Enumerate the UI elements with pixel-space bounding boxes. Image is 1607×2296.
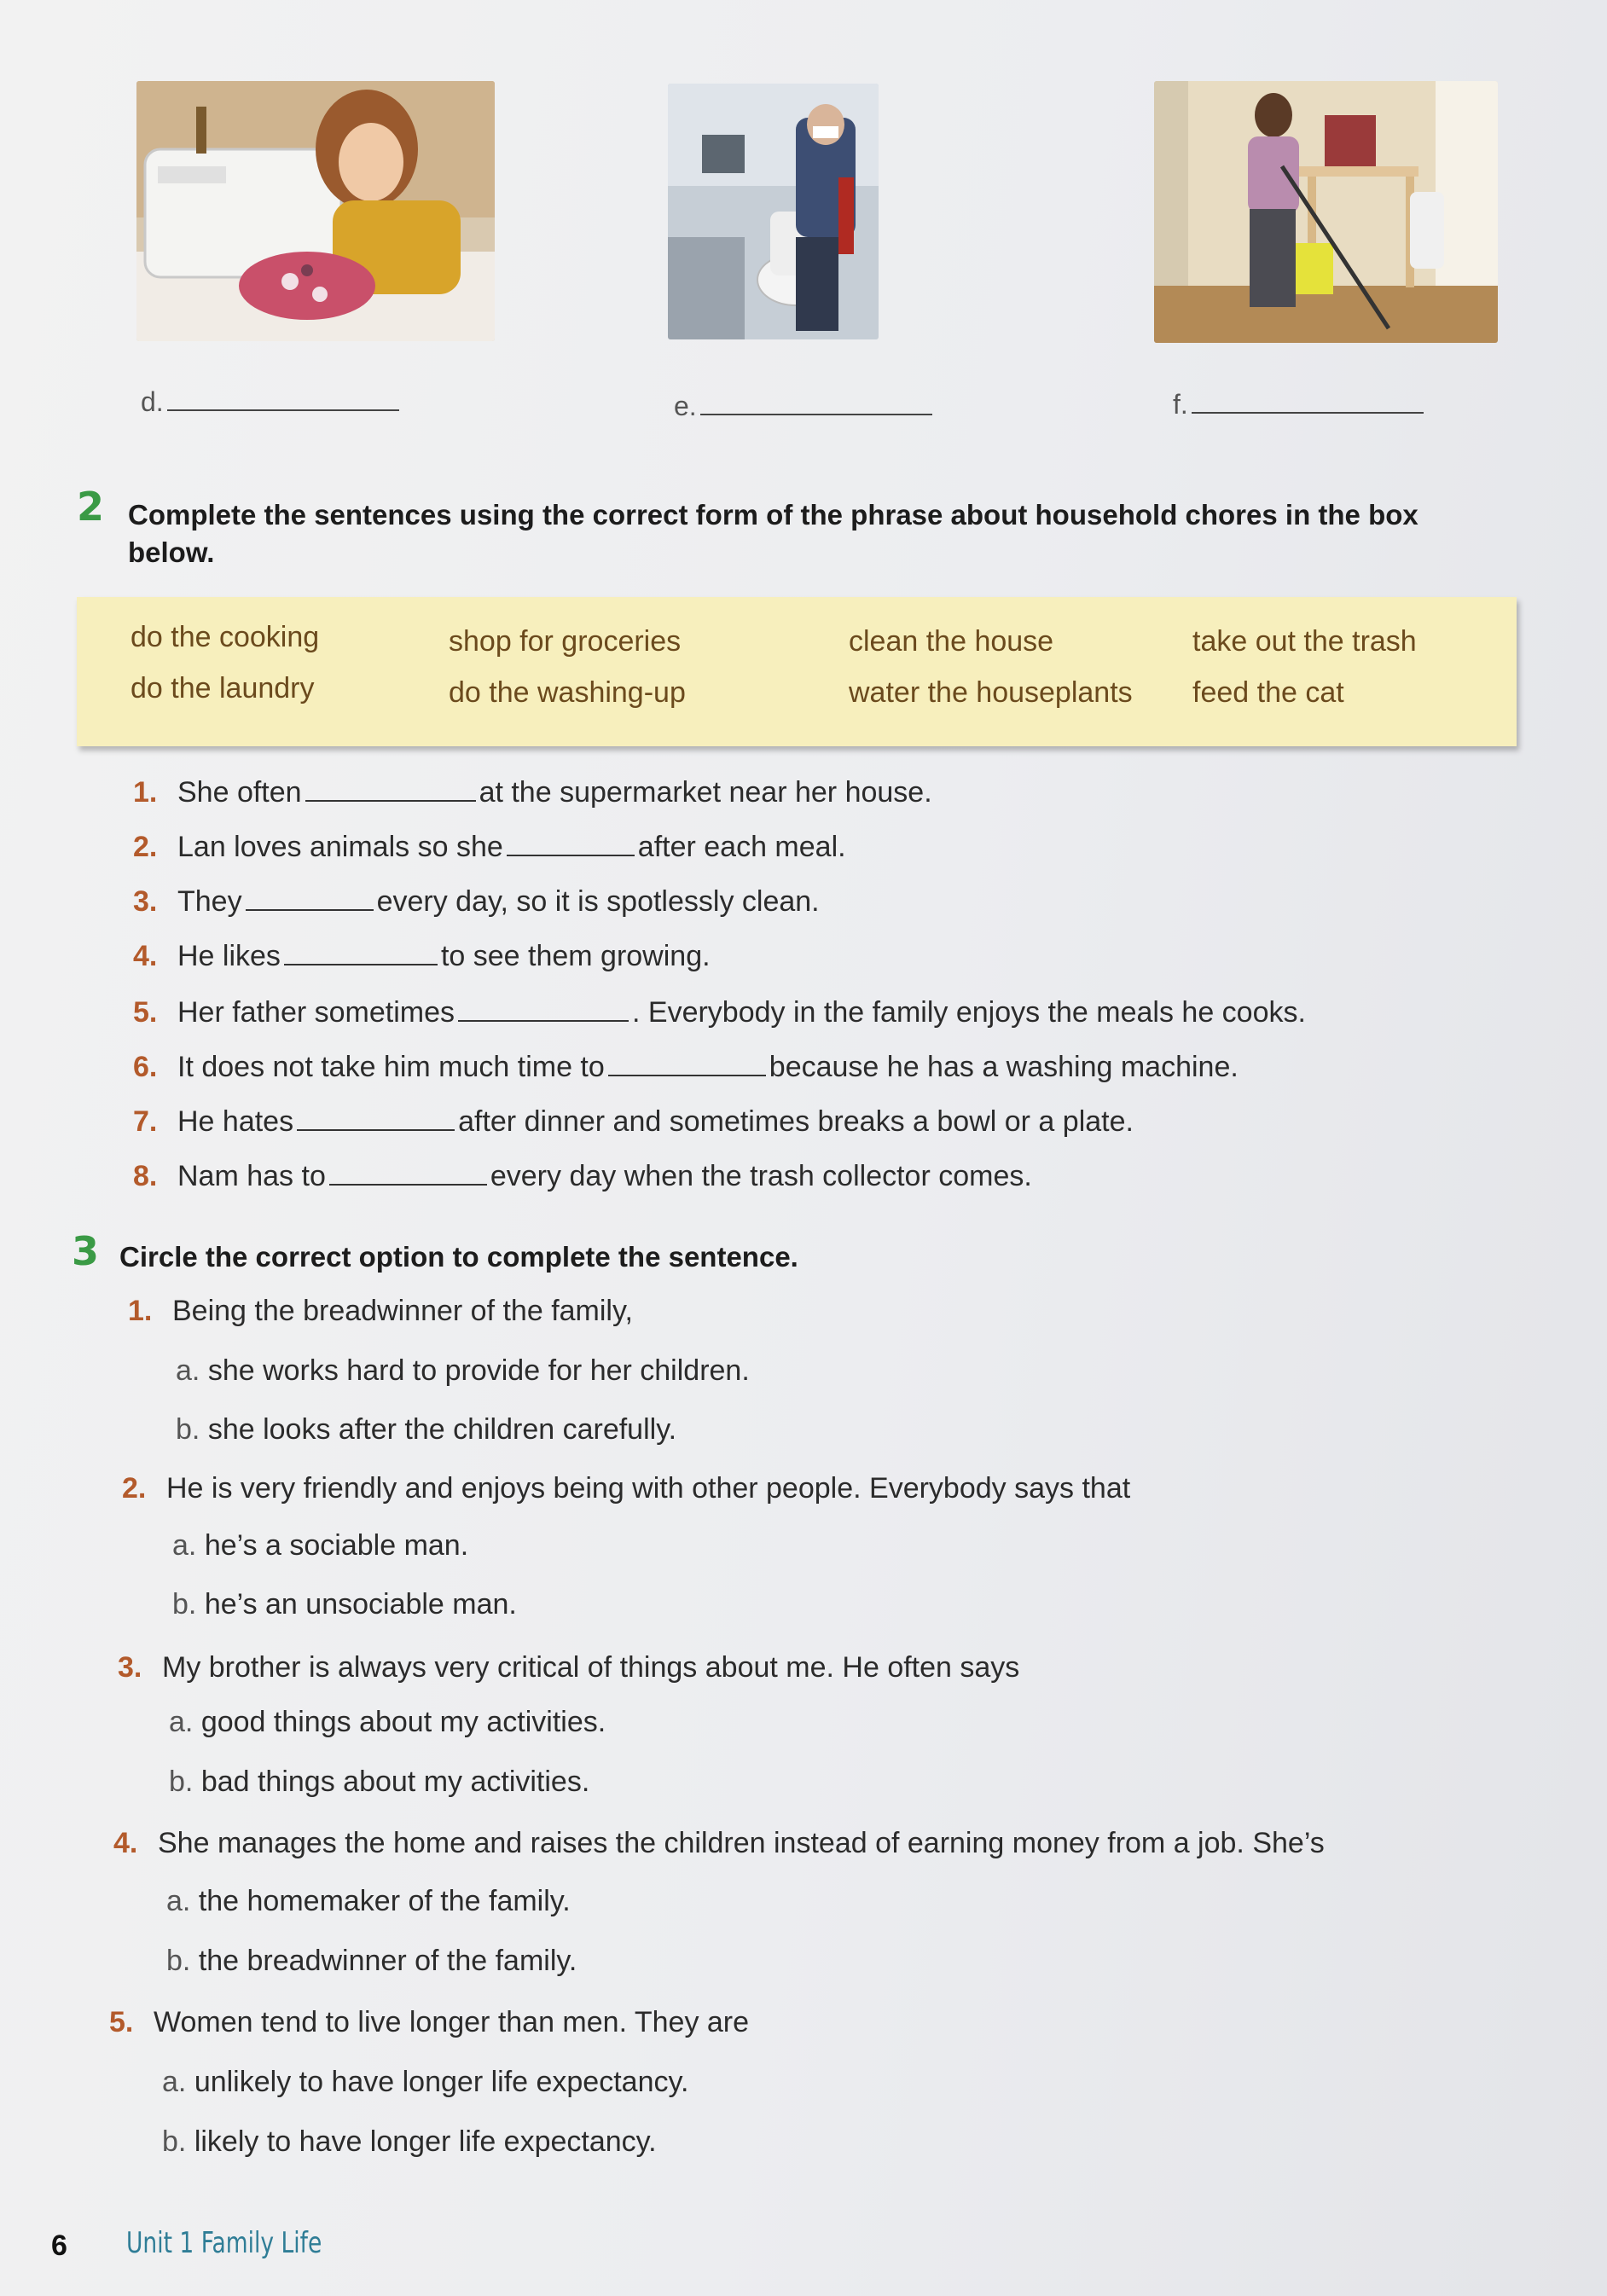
exercise-2-number: 2 <box>77 484 105 530</box>
option-text: likely to have longer life expectancy. <box>194 2125 657 2158</box>
word-do-the-laundry: do the laundry <box>131 672 315 704</box>
question-2 <box>122 1472 1130 1505</box>
option-text: she works hard to provide for her children. <box>207 1354 750 1387</box>
question-1 <box>128 1295 633 1328</box>
answer-label-f: f. <box>1173 389 1188 420</box>
question-4-option-b[interactable] <box>166 1945 577 1978</box>
question-4-option-a[interactable] <box>166 1885 571 1918</box>
answer-blank-f[interactable] <box>1192 388 1424 414</box>
answer-blank-d[interactable] <box>167 386 399 411</box>
sentence-number: 5. <box>133 996 158 1029</box>
sentence-7 <box>133 1104 1134 1139</box>
question-stem: My brother is always very critical of things about me. He often says <box>162 1651 1020 1684</box>
question-number: 4. <box>113 1827 138 1859</box>
question-number: 1. <box>128 1295 153 1327</box>
question-3-option-a[interactable] <box>169 1706 606 1739</box>
sentence-number: 3. <box>133 885 158 918</box>
sentence-text-after: after dinner and sometimes breaks a bowl or a plate. <box>458 1105 1134 1138</box>
question-1-option-a[interactable] <box>176 1354 750 1388</box>
sentence-text-before: He hates <box>177 1105 294 1138</box>
question-stem: Women tend to live longer than men. They are <box>154 2006 750 2038</box>
sentence-number: 2. <box>133 831 158 863</box>
sentence-blank[interactable] <box>305 774 476 802</box>
sentence-text-after: every day when the trash collector comes. <box>490 1160 1032 1192</box>
question-5-option-b[interactable] <box>162 2125 657 2159</box>
mopping-image <box>1154 81 1498 343</box>
sentence-6 <box>133 1049 1239 1084</box>
sentence-blank[interactable] <box>246 884 374 911</box>
sentence-8 <box>133 1158 1032 1193</box>
question-2-option-b[interactable] <box>172 1588 517 1621</box>
sentence-number: 7. <box>133 1105 158 1138</box>
option-letter: a. <box>169 1706 201 1738</box>
question-5 <box>109 2006 749 2039</box>
sentence-number: 4. <box>133 940 158 972</box>
sentence-2 <box>133 829 846 864</box>
sentence-3 <box>133 884 820 919</box>
question-number: 5. <box>109 2006 134 2038</box>
sentence-text-after: because he has a washing machine. <box>769 1051 1239 1083</box>
question-number: 2. <box>122 1472 147 1505</box>
question-1-option-b[interactable] <box>176 1413 676 1447</box>
sentence-text-after: . Everybody in the family enjoys the meals he cooks. <box>632 996 1306 1029</box>
question-3 <box>118 1651 1019 1684</box>
option-letter: a. <box>162 2066 194 2098</box>
sentence-4 <box>133 938 711 973</box>
option-text: he’s a sociable man. <box>204 1529 469 1562</box>
word-clean-the-house: clean the house <box>849 625 1054 658</box>
question-stem: Being the breadwinner of the family, <box>172 1295 633 1327</box>
option-letter: b. <box>162 2125 194 2158</box>
option-text: she looks after the children carefully. <box>207 1413 677 1446</box>
word-box <box>77 597 1517 746</box>
exercise-3-number: 3 <box>72 1228 100 1274</box>
question-number: 3. <box>118 1651 142 1684</box>
page-number: 6 <box>51 2229 67 2262</box>
option-letter: b. <box>172 1588 205 1621</box>
option-text: unlikely to have longer life expectancy. <box>194 2066 689 2098</box>
question-2-option-a[interactable] <box>172 1529 468 1563</box>
sentence-text-before: Lan loves animals so she <box>177 831 503 863</box>
sewing-image <box>136 81 495 341</box>
sentence-text-before: Her father sometimes <box>177 996 455 1029</box>
word-shop-for-groceries: shop for groceries <box>449 625 682 658</box>
sentence-text-after: at the supermarket near her house. <box>479 776 932 809</box>
option-text: he’s an unsociable man. <box>204 1588 517 1621</box>
answer-label-e: e. <box>674 391 697 421</box>
option-letter: a. <box>166 1885 199 1917</box>
word-do-the-washing-up: do the washing-up <box>449 676 686 709</box>
word-do-the-cooking: do the cooking <box>131 621 320 653</box>
option-letter: b. <box>166 1945 199 1977</box>
sentence-text-after: every day, so it is spotlessly clean. <box>376 885 820 918</box>
answer-blank-e[interactable] <box>700 390 932 415</box>
option-text: the homemaker of the family. <box>198 1885 571 1917</box>
word-water-the-houseplants: water the houseplants <box>849 676 1133 709</box>
sentence-text-before: He likes <box>177 940 281 972</box>
question-4 <box>113 1827 1325 1860</box>
answer-line-e <box>674 390 932 422</box>
sentence-blank[interactable] <box>284 938 438 965</box>
option-letter: a. <box>172 1529 205 1562</box>
unit-title: Unit 1 Family Life <box>126 2226 322 2260</box>
question-stem: She manages the home and raises the children instead of earning money from a job. She’s <box>158 1827 1325 1859</box>
option-text: the breadwinner of the family. <box>198 1945 577 1977</box>
option-letter: a. <box>176 1354 208 1387</box>
answer-line-f <box>1173 388 1424 420</box>
sentence-text-after: after each meal. <box>637 831 846 863</box>
sentence-text-before: Nam has to <box>177 1160 326 1192</box>
sentence-blank[interactable] <box>329 1158 487 1186</box>
sentence-blank[interactable] <box>458 994 629 1022</box>
photo-sewing <box>136 81 495 341</box>
sentence-number: 6. <box>133 1051 158 1083</box>
photo-cleaning-toilet <box>668 84 879 339</box>
sentence-text-before: It does not take him much time to <box>177 1051 605 1083</box>
word-feed-the-cat: feed the cat <box>1192 676 1344 709</box>
question-5-option-a[interactable] <box>162 2066 688 2099</box>
sentence-blank[interactable] <box>297 1104 455 1131</box>
option-letter: b. <box>176 1413 208 1446</box>
option-letter: b. <box>169 1765 201 1798</box>
sentence-text-before: They <box>177 885 242 918</box>
photo-mopping <box>1154 81 1498 343</box>
sentence-5 <box>133 994 1306 1029</box>
sentence-1 <box>133 774 932 809</box>
sentence-blank[interactable] <box>608 1049 766 1076</box>
sentence-text-before: She often <box>177 776 302 809</box>
sentence-blank[interactable] <box>507 829 635 856</box>
answer-line-d <box>141 386 399 418</box>
option-text: bad things about my activities. <box>200 1765 590 1798</box>
exercise-2-instruction <box>128 496 1527 571</box>
sentence-number: 8. <box>133 1160 158 1192</box>
exercise-2-instruction-line2: below. <box>128 536 215 568</box>
exercise-3-instruction: Circle the correct option to complete the sentence. <box>119 1241 798 1273</box>
question-3-option-b[interactable] <box>169 1765 589 1799</box>
option-text: good things about my activities. <box>200 1706 606 1738</box>
question-stem: He is very friendly and enjoys being with other people. Everybody says that <box>166 1472 1131 1505</box>
exercise-2-instruction-line1: Complete the sentences using the correct form of the phrase about household chores in the box <box>128 499 1418 531</box>
answer-label-d: d. <box>141 386 164 417</box>
word-take-out-the-trash: take out the trash <box>1192 625 1417 658</box>
sentence-text-after: to see them growing. <box>440 940 711 972</box>
cleaning-toilet-image <box>668 84 879 339</box>
sentence-number: 1. <box>133 776 158 809</box>
